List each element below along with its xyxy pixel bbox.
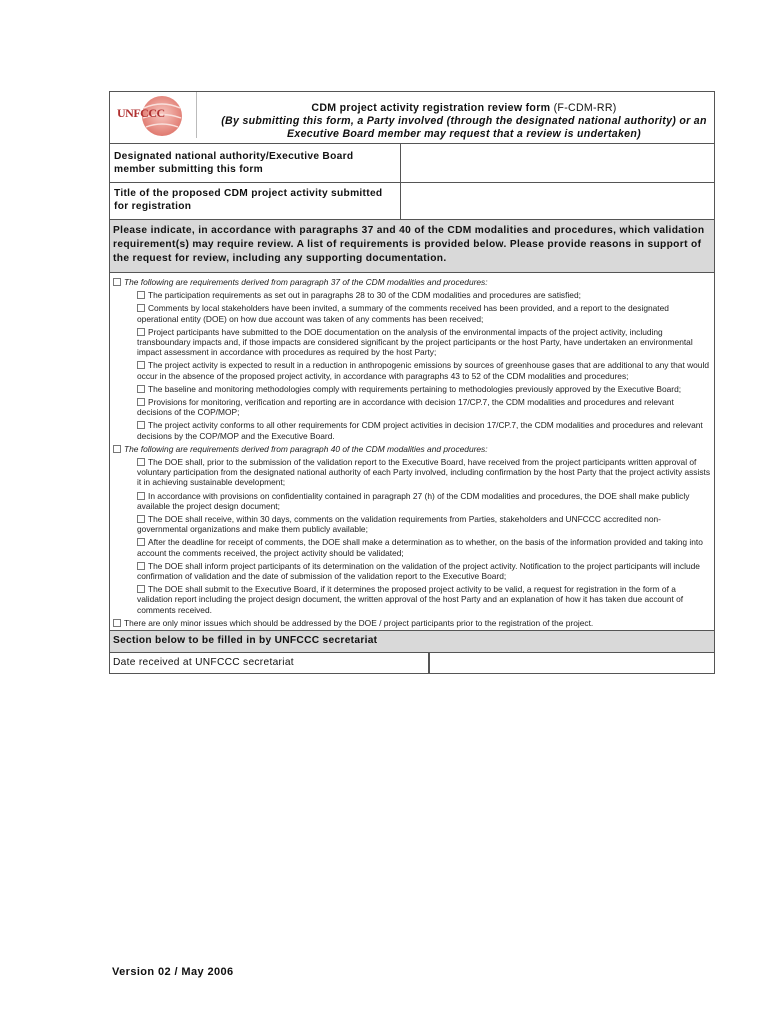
requirements-list — [110, 272, 714, 630]
list-item — [137, 457, 711, 488]
checkbox[interactable] — [113, 445, 121, 453]
checkbox[interactable] — [137, 421, 145, 429]
checkbox[interactable] — [137, 458, 145, 466]
project-title-input-cell[interactable] — [401, 183, 714, 219]
date-row — [110, 652, 714, 673]
list-item — [137, 584, 711, 615]
checkbox[interactable] — [137, 515, 145, 523]
list-item-text: The project activity is expected to result in a reduction in anthropogenic emissions by sources of greenhouse gases that are additional to any that would occur in the absence of the proposed project activity, in accordance with paragraphs 43 to 52 of the CDM modalities and procedures; — [137, 360, 709, 381]
list-item — [137, 290, 711, 300]
title-main: CDM project activity registration review form — [311, 102, 551, 114]
list-item-text: The DOE shall, prior to the submission of the validation report to the Executive Board, have received from the project participants written approval of voluntary participation from the designated national authority of each Party involved, including confirmation by the host Party that the project activity assists it in achieving sustainable development; — [137, 457, 711, 488]
list-item — [137, 561, 711, 581]
list-item — [137, 537, 711, 557]
minor-issues-text: There are only minor issues which should be addressed by the DOE / project participants prior to the registration of the project. — [124, 617, 594, 628]
minor-issues-row — [113, 618, 711, 628]
list-item-text: The DOE shall receive, within 30 days, comments on the validation requirements from Parties, stakeholders and UNFCCC accredited non-governmental organizations and make them publicly available; — [137, 514, 661, 535]
title-row — [110, 182, 714, 219]
checkbox[interactable] — [137, 492, 145, 500]
list-item-text: Comments by local stakeholders have been invited, a summary of the comments received has been provided, and a report to the designated operational entity (DOE) on how due account was taken of any comments has been received; — [137, 303, 669, 324]
list-item — [137, 491, 711, 511]
list-item-text: The project activity conforms to all other requirements for CDM project activities in decision 17/CP.7, the CDM modalities and procedures and relevant decisions by the COP/MOP and the Executive Board. — [137, 420, 703, 441]
list-item — [137, 327, 711, 358]
list-item-text: After the deadline for receipt of comments, the DOE shall make a determination as to whether, on the basis of the information provided and taking into account the comments received, the project activity should be validated; — [137, 537, 703, 558]
section-37-heading — [113, 277, 711, 287]
checkbox[interactable] — [137, 361, 145, 369]
version-footer: Version 02 / May 2006 — [112, 966, 234, 978]
checkbox[interactable] — [137, 304, 145, 312]
list-item — [137, 360, 711, 380]
section-37-heading-text: The following are requirements derived from paragraph 37 of the CDM modalities and procedures: — [124, 277, 488, 287]
instructions: Please indicate, in accordance with paragraphs 37 and 40 of the CDM modalities and procedures, which validation requirement(s) may require review. A list of requirements is provided below. Please provide reasons in support of the request for review, including any supporting documentation. — [110, 219, 714, 272]
checkbox[interactable] — [113, 619, 121, 627]
checkbox[interactable] — [137, 585, 145, 593]
checkbox[interactable] — [137, 538, 145, 546]
list-item-text: In accordance with provisions on confidentiality contained in paragraph 27 (h) of the CDM modalities and procedures, the DOE shall make publicly available the project design document; — [137, 490, 690, 511]
date-input-cell[interactable] — [430, 653, 714, 673]
date-label: Date received at UNFCCC secretariat — [110, 653, 430, 673]
list-item — [137, 514, 711, 534]
dna-row — [110, 143, 714, 182]
list-item — [137, 384, 711, 394]
form-header — [110, 92, 714, 143]
title-code: (F-CDM-RR) — [553, 102, 617, 114]
list-item-text: The participation requirements as set out in paragraphs 28 to 30 of the CDM modalities and procedures are satisfied; — [148, 290, 581, 301]
list-item — [137, 420, 711, 440]
unfccc-logo — [114, 94, 194, 140]
review-form — [109, 91, 715, 674]
list-item-text: Provisions for monitoring, verification and reporting are in accordance with decision 17/CP.7, the CDM modalities and procedures and relevant decisions of the COP/MOP; — [137, 397, 674, 418]
logo-text: UNFCCC — [117, 106, 165, 120]
list-item — [137, 303, 711, 323]
list-item — [137, 397, 711, 417]
dna-label: Designated national authority/Executive Board member submitting this form — [110, 144, 401, 182]
checkbox[interactable] — [137, 398, 145, 406]
list-item-text: The DOE shall submit to the Executive Board, if it determines the proposed project activity to be valid, a request for registration in the form of a validation report including the project design document, the written approval of the host Party and an explanation of how it has taken due account of comments received. — [137, 584, 684, 615]
checkbox[interactable] — [137, 291, 145, 299]
list-item-text: Project participants have submitted to the DOE documentation on the analysis of the environmental impacts of the project activity, including transboundary impacts and, if those impacts are considered significant by the project participants or the host Party, have undertaken an environmental impact assessment in accordance with procedures as required by the host Party; — [137, 326, 693, 358]
dna-input-cell[interactable] — [401, 144, 714, 182]
secretariat-heading: Section below to be filled in by UNFCCC secretariat — [110, 630, 714, 652]
checkbox[interactable] — [137, 385, 145, 393]
project-title-label: Title of the proposed CDM project activity submitted for registration — [110, 183, 401, 219]
section-40-heading-text: The following are requirements derived from paragraph 40 of the CDM modalities and procedures: — [124, 443, 488, 454]
checkbox[interactable] — [137, 562, 145, 570]
title-subtitle: (By submitting this form, a Party involved (through the designated national authority) or an Executive Board member may request that a review is undertaken) — [221, 115, 707, 140]
form-title — [220, 102, 708, 141]
list-item-text: The DOE shall inform project participants of its determination on the validation of the project activity. Notification to the project participants will include confirmation of validation and the date of submission of the validation report to the Executive Board; — [137, 560, 700, 582]
checkbox[interactable] — [137, 328, 145, 336]
section-40-heading — [113, 444, 711, 454]
logo-divider — [196, 92, 197, 138]
list-item-text: The baseline and monitoring methodologies comply with requirements pertaining to methodologies previously approved by the Executive Board; — [148, 383, 682, 394]
checkbox[interactable] — [113, 278, 121, 286]
